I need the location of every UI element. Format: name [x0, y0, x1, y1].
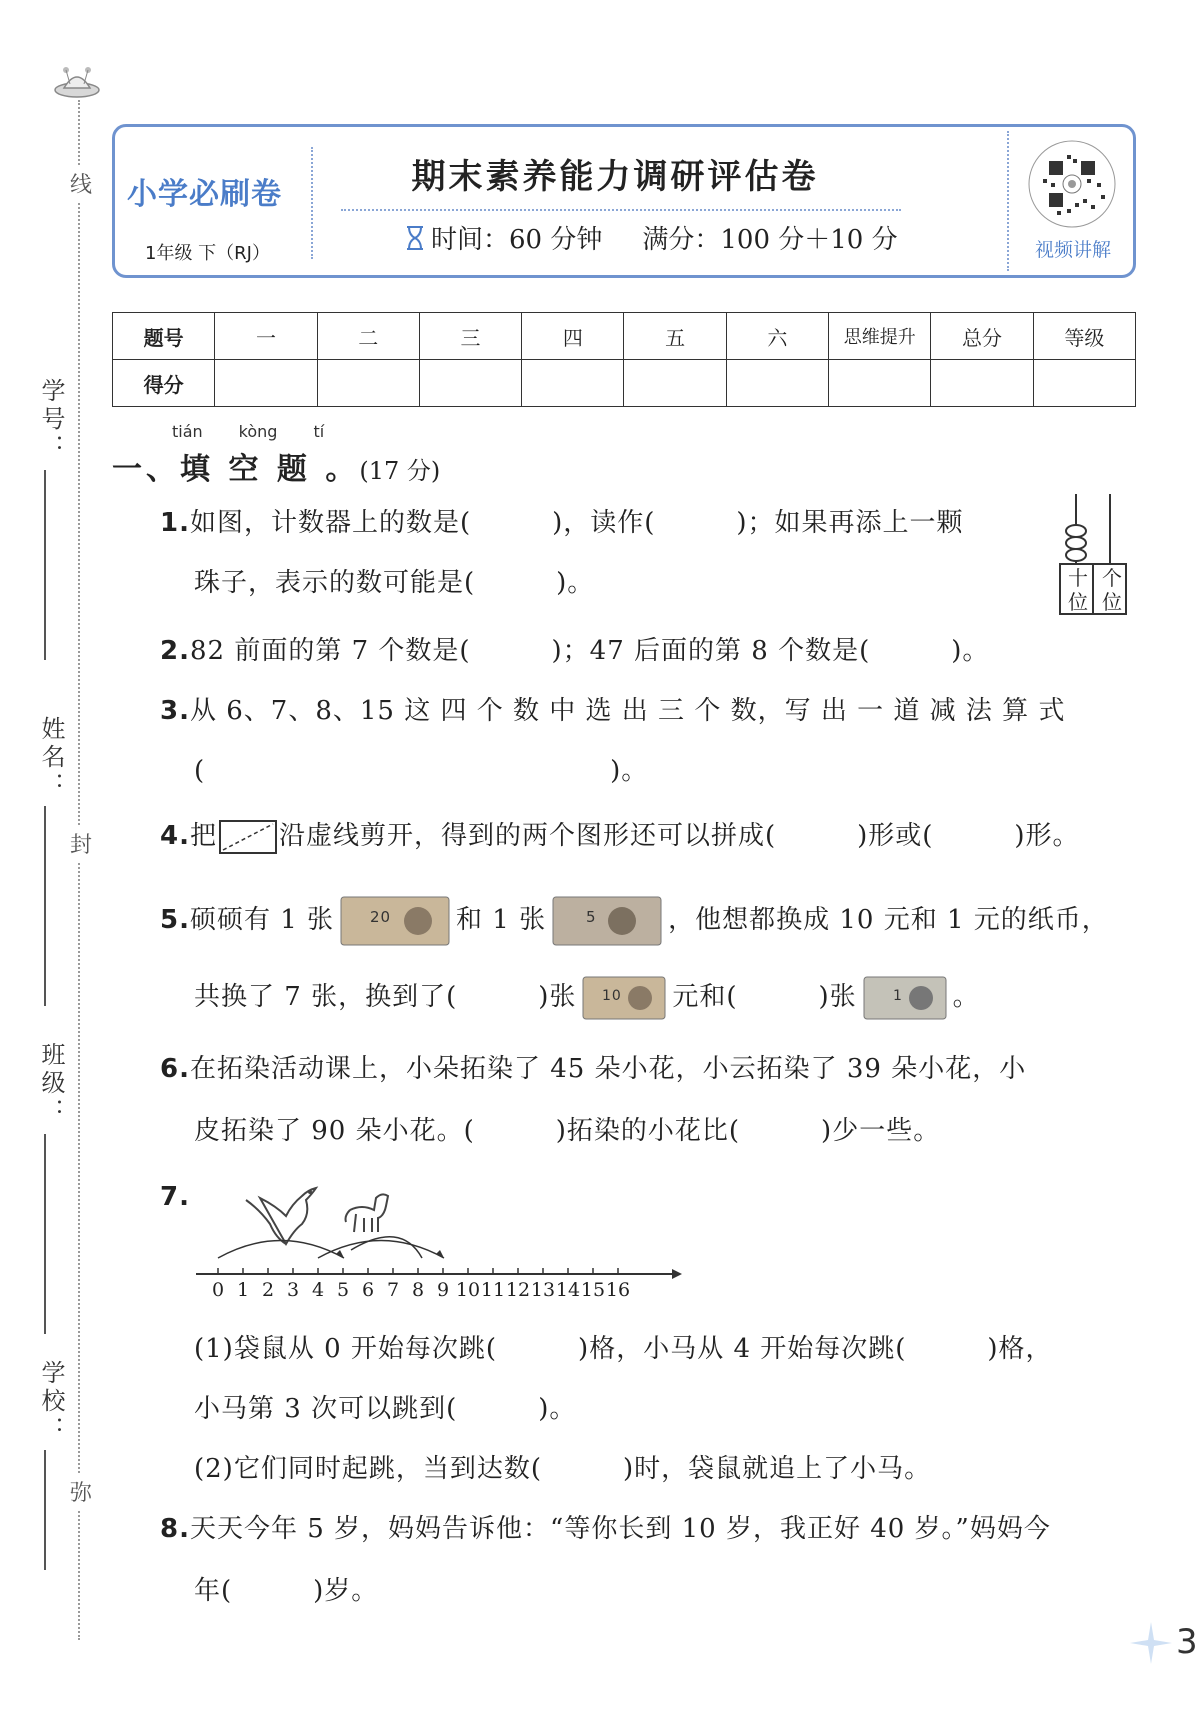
banknote-5-icon [552, 896, 662, 946]
ufo-icon [52, 62, 102, 106]
header-divider [311, 147, 313, 259]
exam-full-score: 满分：100 分＋10 分 [642, 225, 898, 255]
banknote-1-icon [863, 976, 947, 1020]
score-cell[interactable] [419, 360, 521, 407]
question-6-line-1 [160, 1054, 1026, 1085]
score-cell[interactable] [522, 360, 624, 407]
exam-info [405, 219, 898, 256]
number-line-label: 3 [286, 1279, 300, 1301]
number-line-label: 4 [311, 1279, 325, 1301]
number-line-label: 10 [455, 1279, 481, 1301]
score-header-cell: 四 [522, 313, 624, 360]
banknote-value: 10 [602, 988, 623, 1004]
question-8-line-2: 年( )岁。 [194, 1576, 379, 1606]
score-cell[interactable] [931, 360, 1033, 407]
banknote-value: 20 [370, 908, 392, 926]
score-header-cell: 思维提升 [829, 313, 931, 360]
number-line-label: 6 [361, 1279, 375, 1301]
number-line [196, 1168, 696, 1308]
question-text: 元和( )张 [672, 982, 857, 1012]
question-4 [160, 820, 1080, 854]
score-cell[interactable] [726, 360, 828, 407]
question-7-part-1-line-1: (1)袋鼠从 0 开始每次跳( )格，小马从 4 开始每次跳( )格， [194, 1334, 1053, 1364]
question-number: 3. [160, 696, 190, 726]
score-cell[interactable] [829, 360, 931, 407]
score-header-cell: 三 [419, 313, 521, 360]
class-label: 班级： [34, 1042, 69, 1126]
exam-header [112, 124, 1136, 278]
question-text: 。 [952, 982, 980, 1012]
section-pinyin [172, 422, 324, 441]
banknote-value: 5 [586, 908, 597, 926]
cut-mark-fold: 弥 [70, 1474, 92, 1509]
pinyin-syllable: tián [172, 422, 203, 441]
number-line-label: 9 [436, 1279, 450, 1301]
school-label: 学校： [34, 1360, 69, 1444]
score-header-cell: 五 [624, 313, 726, 360]
number-line-label: 0 [211, 1279, 225, 1301]
question-text: 如图，计数器上的数是( )，读作( )；如果再添上一颗 [189, 508, 964, 538]
student-id-label: 学号： [34, 378, 69, 462]
question-2 [160, 636, 989, 667]
score-header-cell: 六 [726, 313, 828, 360]
question-1-line-2: 珠子，表示的数可能是( )。 [194, 568, 595, 598]
number-line-label: 15 [580, 1279, 606, 1301]
score-table [112, 312, 1136, 407]
question-5-line-2 [194, 976, 980, 1020]
question-text: 共换了 7 张，换到了( )张 [194, 982, 577, 1012]
score-header-cell: 总分 [931, 313, 1033, 360]
score-header-cell: 等级 [1033, 313, 1135, 360]
number-line-label: 7 [386, 1279, 400, 1301]
question-number: 1. [160, 508, 190, 538]
question-1-line-1 [160, 508, 964, 539]
number-line-label: 12 [505, 1279, 531, 1301]
question-5-line-1 [160, 896, 1109, 946]
question-number: 2. [160, 636, 190, 666]
number-line-label: 5 [336, 1279, 350, 1301]
number-line-label: 14 [555, 1279, 581, 1301]
score-cell[interactable] [624, 360, 726, 407]
question-number: 7. [160, 1182, 190, 1212]
score-table-score-row [113, 360, 1136, 407]
question-7-number [160, 1182, 190, 1213]
section-title [112, 444, 440, 488]
question-number: 8. [160, 1514, 190, 1544]
question-text: 在拓染活动课上，小朵拓染了 45 朵小花，小云拓染了 39 朵小花，小 [189, 1054, 1027, 1084]
video-explain-label[interactable]: 视频讲解 [1034, 239, 1111, 261]
sparkle-icon [1128, 1620, 1174, 1666]
school-blank[interactable] [44, 1450, 46, 1570]
number-line-label: 16 [605, 1279, 631, 1301]
ones-place-label: 个位 [1102, 566, 1122, 614]
number-line-label: 8 [411, 1279, 425, 1301]
banknote-value: 1 [892, 988, 903, 1004]
page-number: 3 [1176, 1622, 1198, 1662]
tens-place-label: 十位 [1068, 566, 1088, 614]
student-id-blank[interactable] [44, 470, 46, 660]
question-number: 6. [160, 1054, 190, 1084]
score-cell[interactable] [1033, 360, 1135, 407]
score-table-header-row [113, 313, 1136, 360]
name-label: 姓名： [34, 716, 69, 800]
exam-title: 期末素养能力调研评估卷 [411, 157, 819, 197]
question-text: 和 1 张 [456, 905, 547, 935]
exam-time: 时间：60 分钟 [431, 225, 603, 255]
question-number: 5. [160, 905, 190, 935]
question-8-line-1 [160, 1514, 1051, 1545]
question-7-part-1-line-2: 小马第 3 次可以跳到( )。 [194, 1394, 577, 1424]
section-title-text: 一、填 空 题 。 [112, 452, 360, 487]
banknote-20-icon [340, 896, 450, 946]
number-line-label: 1 [236, 1279, 250, 1301]
question-text-pre: 把 [189, 821, 217, 851]
score-header-cell: 题号 [113, 313, 215, 360]
question-text: 82 前面的第 7 个数是( )；47 后面的第 8 个数是( )。 [189, 636, 990, 666]
question-text-post: 沿虚线剪开，得到的两个图形还可以拼成( )形或( )形。 [278, 821, 1080, 851]
grade-label: 1年级 下（RJ） [145, 243, 270, 264]
qr-code-icon[interactable] [1027, 139, 1117, 229]
name-blank[interactable] [44, 806, 46, 1006]
score-row-label: 得分 [113, 360, 215, 407]
cut-mark-seal: 封 [70, 826, 92, 861]
section-score: (17 分) [359, 457, 441, 485]
question-text: 从 6、7、8、15 这 四 个 数 中 选 出 三 个 数，写 出 一 道 减 法 算 式 [189, 696, 1066, 726]
binding-line [78, 100, 80, 1640]
question-7-part-2: (2)它们同时起跳，当到达数( )时，袋鼠就追上了小马。 [194, 1454, 932, 1484]
cut-mark-line: 线 [70, 166, 92, 201]
question-text: 天天今年 5 岁，妈妈告诉他：“等你长到 10 岁，我正好 40 岁。”妈妈今 [189, 1514, 1051, 1544]
banknote-10-icon [582, 976, 666, 1020]
question-3-line-2: ( )。 [194, 756, 649, 786]
header-rule [341, 209, 901, 211]
pinyin-syllable: kòng [238, 422, 278, 441]
score-header-cell: 一 [215, 313, 317, 360]
dashed-rectangle-icon [219, 820, 277, 854]
pinyin-syllable: tí [313, 422, 325, 441]
class-blank[interactable] [44, 1134, 46, 1334]
header-divider-right [1007, 131, 1009, 271]
score-cell[interactable] [215, 360, 317, 407]
number-line-label: 2 [261, 1279, 275, 1301]
score-header-cell: 二 [317, 313, 419, 360]
question-text: ，他想都换成 10 元和 1 元的纸币， [668, 905, 1109, 935]
brand-label: 小学必刷卷 [127, 177, 282, 212]
number-line-label: 11 [480, 1279, 506, 1301]
question-3-line-1 [160, 696, 1065, 727]
question-number: 4. [160, 821, 190, 851]
number-line-label: 13 [530, 1279, 556, 1301]
score-cell[interactable] [317, 360, 419, 407]
question-text: 硕硕有 1 张 [189, 905, 335, 935]
hourglass-icon [405, 225, 425, 251]
question-6-line-2: 皮拓染了 90 朵小花。( )拓染的小花比( )少一些。 [194, 1116, 941, 1146]
